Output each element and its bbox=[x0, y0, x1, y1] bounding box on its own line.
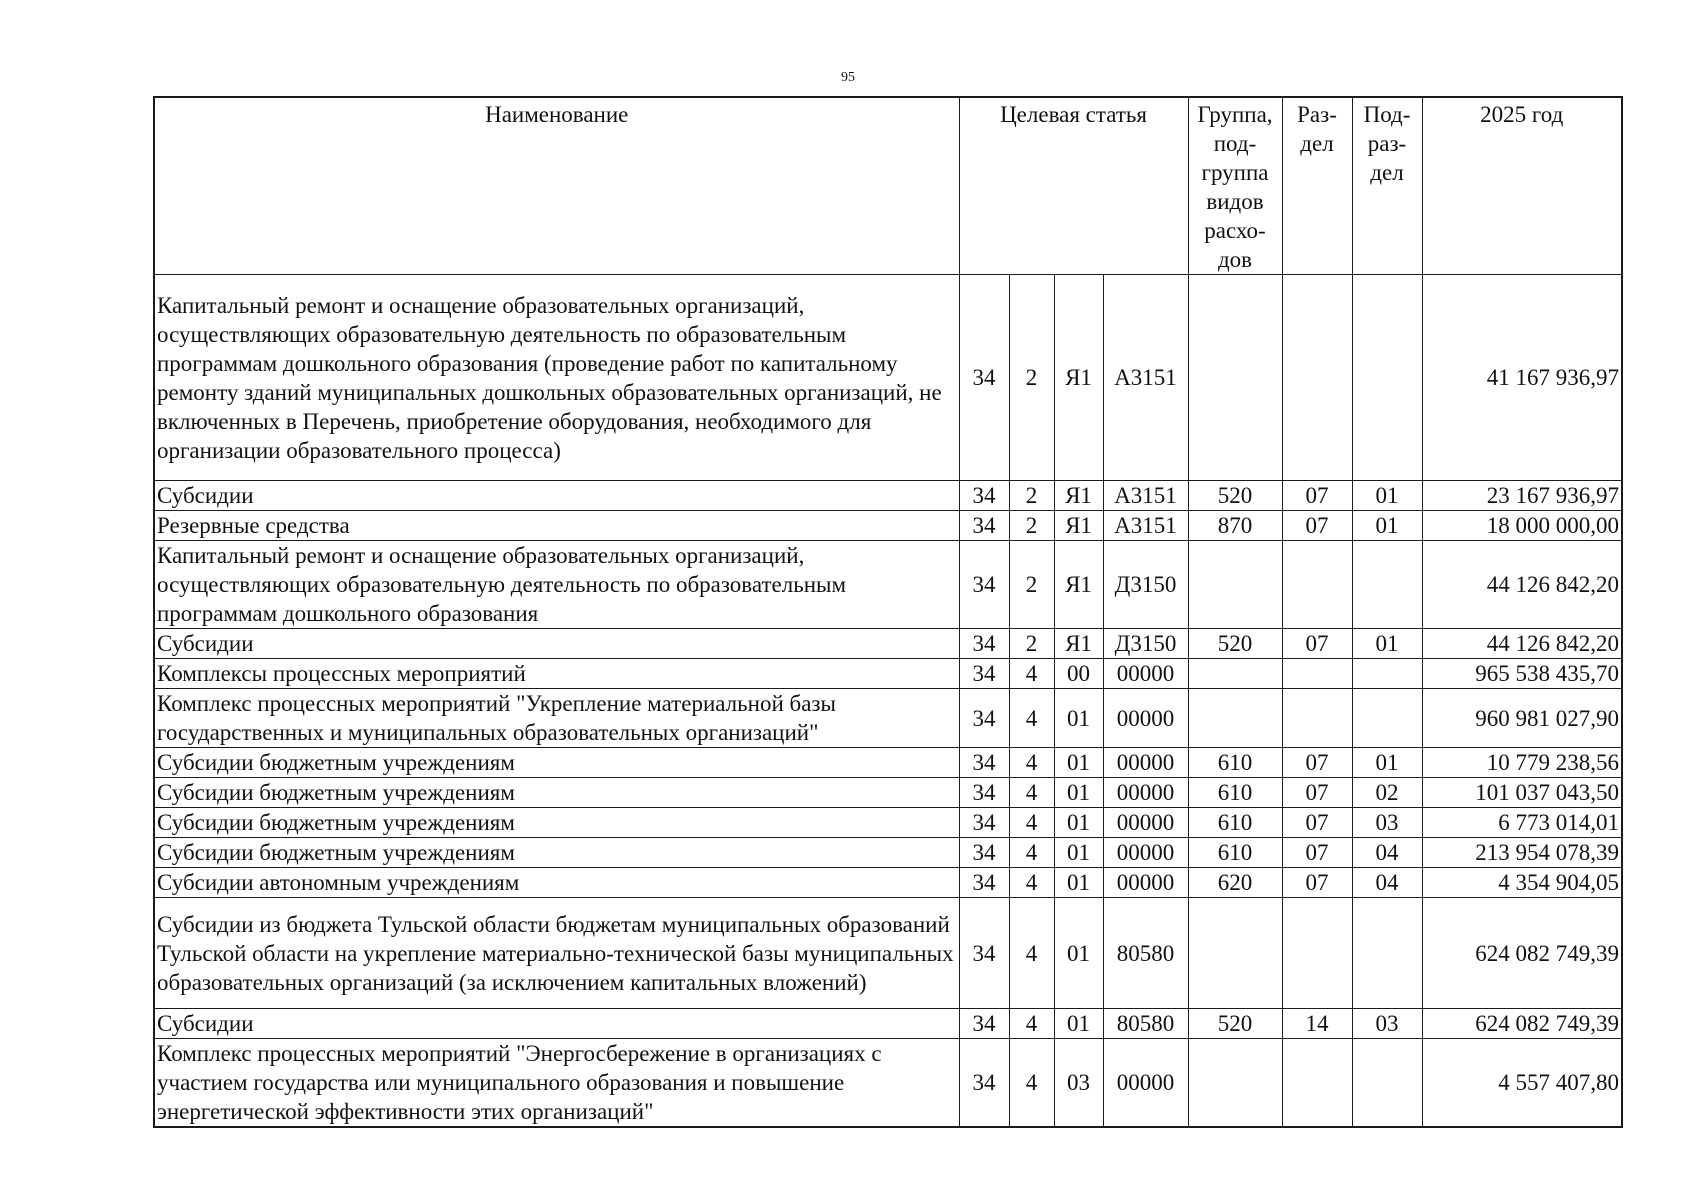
row-code-direction: 00000 bbox=[1103, 689, 1188, 748]
row-code-type: 4 bbox=[1009, 808, 1054, 838]
row-subsection bbox=[1352, 1039, 1422, 1128]
row-name: Субсидии бюджетным учреждениям bbox=[154, 838, 959, 868]
row-code-project: 01 bbox=[1054, 689, 1103, 748]
row-code-project: Я1 bbox=[1054, 541, 1103, 629]
row-code-project: 01 bbox=[1054, 1009, 1103, 1039]
row-code-direction: 80580 bbox=[1103, 1009, 1188, 1039]
row-subsection bbox=[1352, 275, 1422, 481]
row-amount: 44 126 842,20 bbox=[1422, 629, 1622, 659]
table-row bbox=[154, 629, 1622, 659]
row-section bbox=[1282, 898, 1352, 1009]
row-code-type: 4 bbox=[1009, 868, 1054, 898]
row-subsection: 03 bbox=[1352, 1009, 1422, 1039]
row-code-type: 4 bbox=[1009, 659, 1054, 689]
row-code-direction: 00000 bbox=[1103, 1039, 1188, 1128]
row-group: 870 bbox=[1188, 511, 1282, 541]
row-code-type: 4 bbox=[1009, 838, 1054, 868]
row-code-direction: А3151 bbox=[1103, 275, 1188, 481]
row-subsection: 01 bbox=[1352, 511, 1422, 541]
header-group-label: Группа, под-группа видов расхо-дов bbox=[1197, 102, 1273, 272]
row-group bbox=[1188, 659, 1282, 689]
row-code-project: 01 bbox=[1054, 748, 1103, 778]
row-code-project: Я1 bbox=[1054, 481, 1103, 511]
row-section: 07 bbox=[1282, 511, 1352, 541]
table-row bbox=[154, 868, 1622, 898]
row-amount: 624 082 749,39 bbox=[1422, 1009, 1622, 1039]
table-row bbox=[154, 898, 1622, 1009]
table-row bbox=[154, 808, 1622, 838]
header-subsection bbox=[1352, 97, 1422, 275]
row-subsection: 04 bbox=[1352, 868, 1422, 898]
row-code-direction: 00000 bbox=[1103, 659, 1188, 689]
row-code-program: 34 bbox=[959, 511, 1009, 541]
row-amount: 965 538 435,70 bbox=[1422, 659, 1622, 689]
row-code-program: 34 bbox=[959, 275, 1009, 481]
row-code-project: 01 bbox=[1054, 838, 1103, 868]
row-amount: 41 167 936,97 bbox=[1422, 275, 1622, 481]
row-code-program: 34 bbox=[959, 659, 1009, 689]
row-code-type: 2 bbox=[1009, 275, 1054, 481]
table-row bbox=[154, 275, 1622, 481]
row-code-type: 2 bbox=[1009, 511, 1054, 541]
header-section bbox=[1282, 97, 1352, 275]
row-name: Субсидии bbox=[154, 1009, 959, 1039]
row-code-program: 34 bbox=[959, 541, 1009, 629]
header-target-article: Целевая статья bbox=[959, 97, 1188, 275]
row-group: 610 bbox=[1188, 808, 1282, 838]
row-code-project: 00 bbox=[1054, 659, 1103, 689]
table-row bbox=[154, 1009, 1622, 1039]
row-section bbox=[1282, 275, 1352, 481]
row-name: Резервные средства bbox=[154, 511, 959, 541]
table-row bbox=[154, 511, 1622, 541]
table-row bbox=[154, 481, 1622, 511]
header-subsection-label: Под-раз-дел bbox=[1363, 102, 1411, 185]
row-name: Субсидии бюджетным учреждениям bbox=[154, 748, 959, 778]
row-code-project: Я1 bbox=[1054, 511, 1103, 541]
row-subsection: 04 bbox=[1352, 838, 1422, 868]
row-amount: 624 082 749,39 bbox=[1422, 898, 1622, 1009]
table-row bbox=[154, 541, 1622, 629]
row-code-program: 34 bbox=[959, 629, 1009, 659]
row-section: 07 bbox=[1282, 808, 1352, 838]
row-code-type: 2 bbox=[1009, 481, 1054, 511]
row-code-program: 34 bbox=[959, 689, 1009, 748]
row-subsection bbox=[1352, 898, 1422, 1009]
row-amount: 4 354 904,05 bbox=[1422, 868, 1622, 898]
row-code-type: 4 bbox=[1009, 748, 1054, 778]
row-section bbox=[1282, 659, 1352, 689]
header-section-label: Раз-дел bbox=[1297, 102, 1337, 156]
row-subsection: 02 bbox=[1352, 778, 1422, 808]
row-code-project: Я1 bbox=[1054, 275, 1103, 481]
row-amount: 6 773 014,01 bbox=[1422, 808, 1622, 838]
row-section bbox=[1282, 689, 1352, 748]
row-code-program: 34 bbox=[959, 1039, 1009, 1128]
row-subsection bbox=[1352, 659, 1422, 689]
row-name: Субсидии бюджетным учреждениям bbox=[154, 778, 959, 808]
row-subsection bbox=[1352, 541, 1422, 629]
row-group bbox=[1188, 275, 1282, 481]
row-code-direction: 00000 bbox=[1103, 778, 1188, 808]
header-year: 2025 год bbox=[1422, 97, 1622, 275]
row-code-direction: 80580 bbox=[1103, 898, 1188, 1009]
row-section: 07 bbox=[1282, 481, 1352, 511]
row-group: 620 bbox=[1188, 868, 1282, 898]
budget-table bbox=[153, 96, 1623, 1128]
row-code-program: 34 bbox=[959, 748, 1009, 778]
row-amount: 4 557 407,80 bbox=[1422, 1039, 1622, 1128]
row-code-direction: 00000 bbox=[1103, 748, 1188, 778]
table-row bbox=[154, 778, 1622, 808]
row-code-program: 34 bbox=[959, 808, 1009, 838]
row-subsection bbox=[1352, 689, 1422, 748]
row-group: 520 bbox=[1188, 629, 1282, 659]
row-name: Капитальный ремонт и оснащение образовательных организаций, осуществляющих образовательную деятельность по образовательным программам дошкольного образования (проведение работ по капитальному ремонту зданий муниципальных дошкольных образовательных организаций, не включенных в Перечень, приобретение оборудования, необходимого для организации образовательного процесса) bbox=[154, 275, 959, 481]
header-name: Наименование bbox=[154, 97, 959, 275]
row-code-program: 34 bbox=[959, 1009, 1009, 1039]
row-code-project: 01 bbox=[1054, 778, 1103, 808]
row-code-direction: Д3150 bbox=[1103, 541, 1188, 629]
row-group bbox=[1188, 1039, 1282, 1128]
row-code-project: 01 bbox=[1054, 808, 1103, 838]
row-code-type: 4 bbox=[1009, 689, 1054, 748]
table-row bbox=[154, 1039, 1622, 1128]
row-name: Субсидии bbox=[154, 629, 959, 659]
row-subsection: 01 bbox=[1352, 748, 1422, 778]
row-amount: 23 167 936,97 bbox=[1422, 481, 1622, 511]
row-name: Комплексы процессных мероприятий bbox=[154, 659, 959, 689]
row-name: Комплекс процессных мероприятий "Энергосбережение в организациях с участием государства или муниципального образования и повышение энергетической эффективности этих организаций" bbox=[154, 1039, 959, 1128]
header-row bbox=[154, 97, 1622, 275]
row-code-project: 03 bbox=[1054, 1039, 1103, 1128]
row-group: 520 bbox=[1188, 481, 1282, 511]
row-code-direction: А3151 bbox=[1103, 481, 1188, 511]
row-amount: 44 126 842,20 bbox=[1422, 541, 1622, 629]
row-section: 07 bbox=[1282, 868, 1352, 898]
row-section: 07 bbox=[1282, 748, 1352, 778]
row-group: 610 bbox=[1188, 838, 1282, 868]
row-name: Комплекс процессных мероприятий "Укрепление материальной базы государственных и муниципальных образовательных организаций" bbox=[154, 689, 959, 748]
page-number: 95 bbox=[841, 70, 855, 85]
row-subsection: 01 bbox=[1352, 629, 1422, 659]
row-code-type: 4 bbox=[1009, 1009, 1054, 1039]
row-section bbox=[1282, 1039, 1352, 1128]
row-amount: 10 779 238,56 bbox=[1422, 748, 1622, 778]
row-code-program: 34 bbox=[959, 778, 1009, 808]
row-code-type: 2 bbox=[1009, 629, 1054, 659]
row-section: 07 bbox=[1282, 629, 1352, 659]
row-code-project: 01 bbox=[1054, 868, 1103, 898]
row-code-project: Я1 bbox=[1054, 629, 1103, 659]
row-name: Капитальный ремонт и оснащение образовательных организаций, осуществляющих образовательную деятельность по образовательным программам дошкольного образования bbox=[154, 541, 959, 629]
row-section: 07 bbox=[1282, 778, 1352, 808]
row-amount: 18 000 000,00 bbox=[1422, 511, 1622, 541]
row-name: Субсидии bbox=[154, 481, 959, 511]
row-group: 520 bbox=[1188, 1009, 1282, 1039]
table-row bbox=[154, 748, 1622, 778]
row-section: 07 bbox=[1282, 838, 1352, 868]
row-group: 610 bbox=[1188, 778, 1282, 808]
row-code-direction: 00000 bbox=[1103, 808, 1188, 838]
table-row bbox=[154, 659, 1622, 689]
row-code-type: 4 bbox=[1009, 898, 1054, 1009]
row-code-direction: 00000 bbox=[1103, 868, 1188, 898]
row-code-program: 34 bbox=[959, 868, 1009, 898]
row-code-direction: Д3150 bbox=[1103, 629, 1188, 659]
row-amount: 213 954 078,39 bbox=[1422, 838, 1622, 868]
row-name: Субсидии из бюджета Тульской области бюджетам муниципальных образований Тульской области на укрепление материально-технической базы муниципальных образовательных организаций (за исключением капитальных вложений) bbox=[154, 898, 959, 1009]
row-group bbox=[1188, 689, 1282, 748]
table-row bbox=[154, 689, 1622, 748]
row-section bbox=[1282, 541, 1352, 629]
table-row bbox=[154, 838, 1622, 868]
header-group bbox=[1188, 97, 1282, 275]
row-code-type: 2 bbox=[1009, 541, 1054, 629]
row-code-project: 01 bbox=[1054, 898, 1103, 1009]
row-code-type: 4 bbox=[1009, 1039, 1054, 1128]
row-code-direction: 00000 bbox=[1103, 838, 1188, 868]
row-group bbox=[1188, 541, 1282, 629]
row-subsection: 03 bbox=[1352, 808, 1422, 838]
row-section: 14 bbox=[1282, 1009, 1352, 1039]
row-name: Субсидии автономным учреждениям bbox=[154, 868, 959, 898]
row-amount: 101 037 043,50 bbox=[1422, 778, 1622, 808]
row-code-program: 34 bbox=[959, 481, 1009, 511]
row-code-type: 4 bbox=[1009, 778, 1054, 808]
row-group: 610 bbox=[1188, 748, 1282, 778]
table-body bbox=[154, 275, 1622, 1128]
row-code-program: 34 bbox=[959, 898, 1009, 1009]
row-amount: 960 981 027,90 bbox=[1422, 689, 1622, 748]
row-name: Субсидии бюджетным учреждениям bbox=[154, 808, 959, 838]
row-subsection: 01 bbox=[1352, 481, 1422, 511]
row-code-program: 34 bbox=[959, 838, 1009, 868]
row-code-direction: А3151 bbox=[1103, 511, 1188, 541]
row-group bbox=[1188, 898, 1282, 1009]
